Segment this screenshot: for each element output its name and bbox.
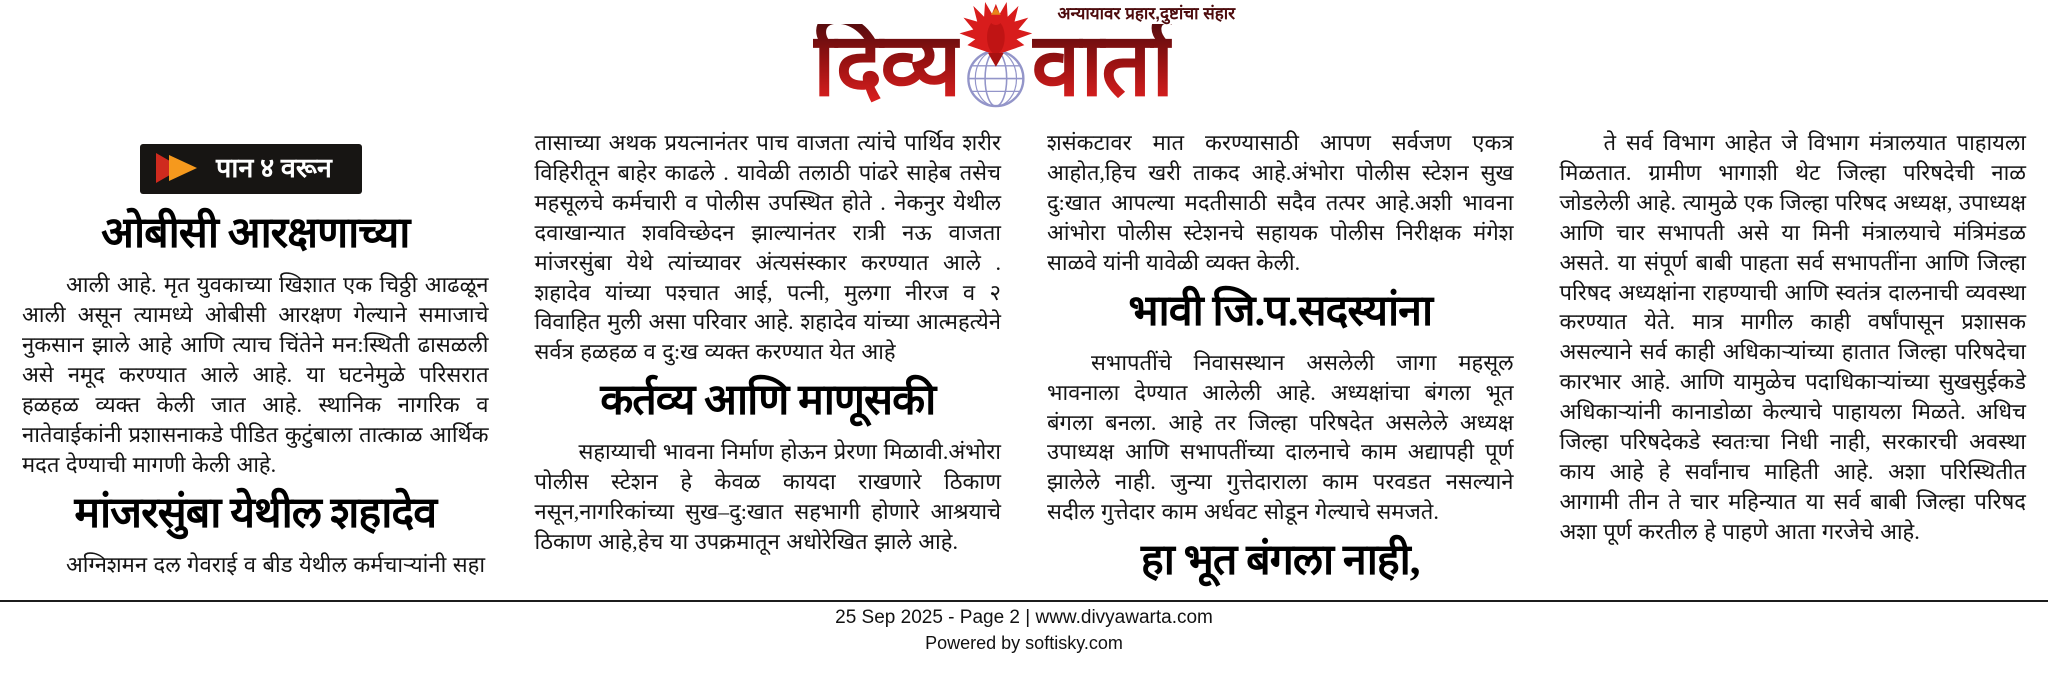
masthead bbox=[812, 0, 1236, 115]
paragraph: ते सर्व विभाग आहेत जे विभाग मंत्रालयात पाहायला मिळतात. ग्रामीण भागाशी थेट जिल्हा परिषदेची नाळ जोडलेली आहे. त्यामुळे एक जिल्हा परिषद अध्यक्ष, उपाध्यक्ष आणि चार सभापती असे या मिनी मंत्रालयाचे मंत्रिमंडळ असते. या संपूर्ण बाबी पाहता सर्व सभापतींना आणि जिल्हा परिषद अध्यक्षांना राहण्याची आणि स्वतंत्र दालनाची व्यवस्था करण्यात येते. मात्र मागील काही वर्षांपासून प्रशासक असल्याने सर्व काही अधिकाऱ्यांच्या हातात जिल्हा परिषदेचा कारभार आहे. आणि यामुळेच पदाधिकाऱ्यांच्या सुखसुईकडे अधिकाऱ्यांनी कानाडोळा केल्याचे पाहायला मिळते. अधिच जिल्हा परिषदेकडे स्वतःचा निधी नाही, सरकारची अवस्था काय आहे हे सर्वांनाच माहिती आहे. अशा परिस्थितीत आगामी तीन ते चार महिन्यात या सर्व बाबी जिल्हा परिषद अशा पूर्ण करतील हे पाहणे आता गरजेचे आहे. bbox=[1559, 130, 2026, 544]
column-4 bbox=[1560, 128, 2027, 597]
headline-obc-reservation: ओबीसी आरक्षणाच्या bbox=[101, 210, 410, 257]
footer-powered-by: Powered by softisky.com bbox=[925, 633, 1123, 653]
masthead-tagline: अन्यायावर प्रहार,दुष्टांचा संहार bbox=[1057, 4, 1236, 24]
paragraph: सभापतींचे निवासस्थान असलेली जागा महसूल भावनाला देण्यात आलेली आहे. अध्यक्षांचा बंगला भूत बंगला बनला. आहे तर जिल्हा परिषदेत असलेले अध्यक्ष उपाध्यक्ष आणि सभापतींच्या दालनाचे काम अद्यापही पूर्ण झालेले नाही. जुन्या गुत्तेदाराला काम परवडत नसल्याने सदील गुत्तेदार काम अर्धवट सोडून गेल्याचे समजते. bbox=[1047, 349, 1514, 525]
masthead-title-left: दिव्य bbox=[812, 17, 960, 115]
footer bbox=[0, 607, 2048, 654]
double-arrow-right-icon bbox=[156, 152, 204, 184]
article-columns bbox=[22, 128, 2026, 597]
paragraph: सहाय्याची भावना निर्माण होऊन प्रेरणा मिळावी.अंभोरा पोलीस स्टेशन हे केवळ कायदा राखणारे ठिकाण नसून,नागरिकांच्या सुख–दु:खात सहभागी होणारे आश्रयाचे ठिकाण आहे,हेच या उपक्रमातून अधोरेखित झाले आहे. bbox=[534, 439, 1001, 555]
paragraph: अग्निशमन दल गेवराई व बीड येथील कर्मचाऱ्यांनी सहा bbox=[66, 551, 486, 577]
headline-bhavi-zp-sadasya: भावी जि.प.सदस्यांना bbox=[1128, 287, 1433, 335]
column-3 bbox=[1047, 128, 1514, 597]
column-1 bbox=[22, 128, 489, 597]
masthead-title-right: वार्ता bbox=[1031, 17, 1173, 115]
column-2 bbox=[535, 128, 1002, 597]
headline-manjarsumba-shahadev: मांजरसुंबा येथील शहादेव bbox=[74, 489, 437, 537]
paragraph: शसंकटावर मात करण्यासाठी आपण सर्वजण एकत्र आहोत,हिच खरी ताकद आहे.अंभोरा पोलीस स्टेशन सुख दु:खात आपल्या मदतीसाठी सदैव तत्पर आहे.अशी भावना आंभोरा पोलीस स्टेशनचे सहायक पोलीस निरीक्षक मंगेश साळवे यांनी यावेळी व्यक्त केली. bbox=[1047, 130, 1514, 275]
headline-kartavya-manuski: कर्तव्य आणि माणूसकी bbox=[600, 377, 936, 425]
paragraph: तासाच्या अथक प्रयत्नानंतर पाच वाजता त्यांचे पार्थिव शरीर विहिरीतून बाहेर काढले . यावेळी तलाठी पांढरे साहेब तसेच महसूलचे कर्मचारी व पोलीस उपस्थित होते . नेकनुर येथील दवाखान्यात शवविच्छेदन झाल्यानंतर रात्री नऊ वाजता मांजरसुंबा येथे त्यांच्यावर अंत्यसंस्कार करण्यात आले . शहादेव यांच्या पश्चात आई, पत्नी, मुलगा नीरज व २ विवाहित मुली असा परिवार आहे. शहादेव यांच्या आत्महत्येने सर्वत्र हळहळ व दु:ख व्यक्त करण्यात येत आहे bbox=[534, 130, 1001, 365]
badge-label: पान ४ वरून bbox=[216, 152, 332, 183]
eagle-globe-logo-icon bbox=[950, 0, 1042, 110]
footer-dateline: 25 Sep 2025 - Page 2 | www.divyawarta.com bbox=[835, 607, 1213, 628]
headline-bhoot-bangla: हा भूत बंगला नाही, bbox=[1140, 537, 1420, 585]
footer-divider bbox=[0, 600, 2048, 602]
page-continuation-badge bbox=[140, 144, 362, 194]
paragraph: आली आहे. मृत युवकाच्या खिशात एक चिठ्ठी आढळून आली असून त्यामध्ये ओबीसी आरक्षण गेल्याने समाजाचे नुकसान झाले आहे आणि त्याच चिंतेने मन:स्थिती ढासळली असे नमूद करण्यात आले आहे. या घटनेमुळे परिसरात हळहळ व्यक्त केली जात आहे. स्थानिक नागरिक व नातेवाईकांनी प्रशासनाकडे पीडित कुटुंबाला तात्काळ आर्थिक मदत देण्याची मागणी केली आहे. bbox=[22, 272, 489, 477]
